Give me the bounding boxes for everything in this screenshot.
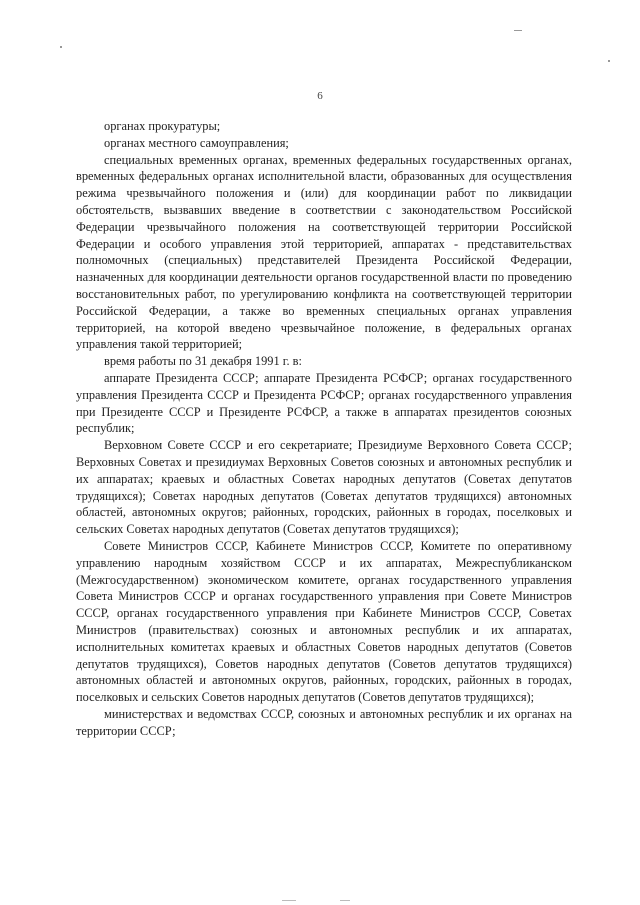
page-number: 6 <box>317 90 323 102</box>
scan-mark <box>340 900 350 901</box>
scan-mark <box>282 900 296 901</box>
scan-speck <box>608 60 610 62</box>
paragraph: органах прокуратуры; <box>104 119 221 133</box>
paragraph: Совете Министров СССР, Кабинете Министров СССР, Комитете по оперативному управлению народным хозяйством СССР и их аппаратах, Межреспубликанском (Межгосударственном) экономическом комитете, органах государственного управления Совета Министров СССР и органах государственного управления при Совете Министров СССР, органах государственного управления при Кабинете Министров СССР, Советах Министров (правительствах) союзных и автономных республик и их аппаратах, исполнительных комитетах краевых и областных Советов народных депутатов (Советов депутатов трудящихся), Советов народных депутатов (Советов депутатов трудящихся) автономных областей и автономных округов, районных, городских, районных в городах, поселковых и сельских Советов народных депутатов (Советов депутатов трудящихся); <box>76 538 572 705</box>
paragraph: органах местного самоуправления; <box>104 135 289 150</box>
paragraph: время работы по 31 декабря 1991 г. в: <box>104 354 302 369</box>
paragraph: Верховном Совете СССР и его секретариате; Президиуме Верховного Совета СССР; Верховных Советах и президиумах Верховных Советов союзных и автономных республик и их аппаратах; краевых и областных Советах народных депутатов (Советах депутатов трудящихся); Советах народных депутатов (Советах депутатов трудящихся) автономных областей, автономных округов; районных, городских, районных в городах, поселковых и сельских Советах народных депутатов (Советах депутатов трудящихся); <box>76 438 572 537</box>
paragraph: аппарате Президента СССР; аппарате Президента РСФСР; органах государственного управления Президента СССР и Президента РСФСР; органах государственного управления при Президенте СССР и Президенте РСФСР, а также в аппаратах президентов союзных республик; <box>76 370 572 436</box>
scan-speck <box>60 46 62 48</box>
paragraph: министерствах и ведомствах СССР, союзных и автономных республик и их органах на территории СССР; <box>76 706 572 738</box>
body-text <box>76 118 572 739</box>
scan-mark <box>514 30 522 31</box>
paragraph: специальных временных органах, временных федеральных государственных органах, временных федеральных органах исполнительной власти, образованных для осуществления режима чрезвычайного положения и (или) для координации работ по ликвидации обстоятельств, вызвавших введение в соответствии с законодательством Российской Федерации чрезвычайного положения на соответствующей территории Российской Федерации и особого управления этой территорией, аппаратах - представительствах полномочных (специальных) представителей Президента Российской Федерации, назначенных для координации деятельности органов государственной власти по проведению восстановительных работ, по урегулированию конфликта на соответствующей территории Российской Федерации, а также во временных специальных органах управления территорией, на которой введено чрезвычайное положение, в федеральных органах управления такой территорией; <box>76 152 572 352</box>
